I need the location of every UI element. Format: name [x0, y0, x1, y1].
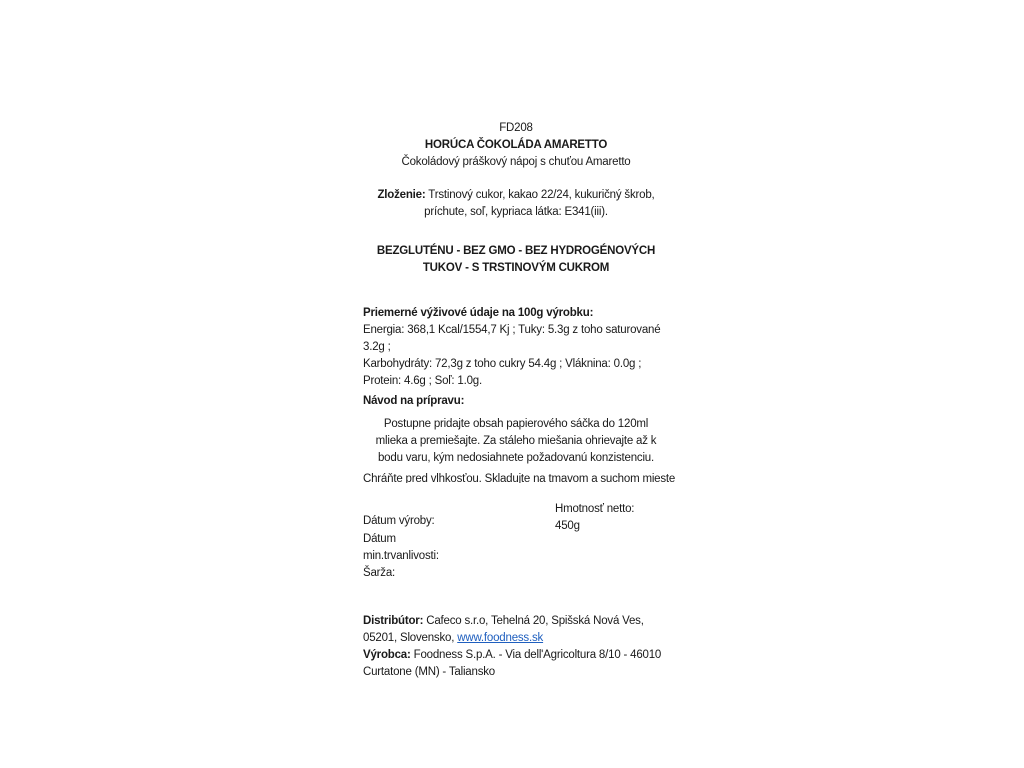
- distributor-label: Distribútor:: [363, 615, 424, 627]
- distributor-info: [363, 613, 676, 647]
- expiry-label-line-2: min.trvanlivosti:: [363, 550, 439, 562]
- production-date-label: Dátum výroby:: [363, 515, 435, 527]
- instructions-text: Postupne pridajte obsah papierového sáčka do 120ml mlieka a premiešajte. Za stáleho miešania ohrievajte až k bodu varu, kým nedosiahnete požadovanú konzistenciu.: [375, 418, 657, 464]
- product-claims: BEZGLUTÉNU - BEZ GMO - BEZ HYDROGÉNOVÝCH TUKOV - S TRSTINOVÝM CUKROM: [376, 245, 656, 274]
- footer-section: [363, 613, 676, 681]
- label-header: [356, 120, 676, 171]
- instructions-title: Návod na prípravu:: [363, 395, 465, 407]
- nutrition-title: Priemerné výživové údaje na 100g výrobku:: [363, 307, 594, 319]
- expiry-label-line-1: Dátum: [363, 533, 396, 545]
- composition-label: Zloženie:: [377, 189, 426, 201]
- net-weight-label: Hmotnosť netto:: [555, 503, 635, 515]
- product-code: FD208: [499, 122, 533, 134]
- expiry-date-label: [363, 531, 483, 565]
- product-fields: [356, 501, 676, 593]
- website-link[interactable]: www.foodness.sk: [457, 632, 544, 644]
- producer-info: [363, 647, 676, 681]
- net-weight: [555, 501, 665, 535]
- nutrition-section: [363, 305, 676, 390]
- storage-note: Chráňte pred vlhkosťou. Skladujte na tmavom a suchom mieste: [363, 473, 676, 483]
- composition-section: [356, 187, 676, 221]
- product-subtitle: Čokoládový práškový nápoj s chuťou Amaretto: [401, 156, 631, 168]
- net-weight-value: 450g: [555, 520, 580, 532]
- producer-label: Výrobca:: [363, 649, 411, 661]
- nutrition-line: Protein: 4.6g ; Soľ: 1.0g.: [363, 375, 482, 387]
- distributor-text: Cafeco s.r.o, Tehelná 20, Spišská Nová Ves, 05201, Slovensko,: [363, 615, 644, 644]
- nutrition-line: Karbohydráty: 72,3g z toho cukry 54.4g ; Vláknina: 0.0g ;: [363, 358, 642, 370]
- producer-text: Foodness S.p.A. - Via dell'Agricoltura 8/10 - 46010 Curtatone (MN) - Taliansko: [363, 649, 662, 678]
- product-label: [356, 120, 676, 681]
- composition-text: Trstinový cukor, kakao 22/24, kukuričný škrob, príchute, soľ, kypriaca látka: E341(iii).: [424, 189, 655, 218]
- nutrition-line: Energia: 368,1 Kcal/1554,7 Kj ; Tuky: 5.3g z toho saturované 3.2g ;: [363, 324, 661, 353]
- product-title: HORÚCA ČOKOLÁDA AMARETTO: [424, 139, 608, 151]
- batch-label: Šarža:: [363, 567, 396, 579]
